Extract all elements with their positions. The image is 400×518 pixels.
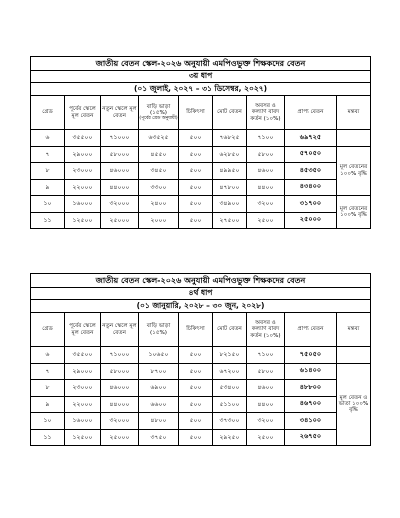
cell-grade: ৮ bbox=[31, 380, 65, 397]
cell-deduction: ৪৬০০ bbox=[247, 380, 285, 397]
header-house-rent bbox=[139, 96, 179, 130]
cell-new-basic: ৫৮০০০ bbox=[101, 146, 139, 163]
cell-receivable: ২৬৭৫০ bbox=[285, 429, 337, 446]
cell-receivable: ৬৯৭২৫ bbox=[285, 130, 337, 147]
cell-medical: ৫০০ bbox=[179, 347, 213, 364]
cell-total: ৮২১৫০ bbox=[213, 347, 247, 364]
cell-receivable: ৬১৪০০ bbox=[285, 363, 337, 380]
cell-deduction: ৪৪০০ bbox=[247, 179, 285, 196]
header-remarks: মন্তব্য bbox=[337, 313, 371, 347]
cell-house-rent: ৩৪৫০ bbox=[139, 163, 179, 180]
cell-deduction: ২৫০০ bbox=[247, 212, 285, 229]
cell-deduction: ৪৬০০ bbox=[247, 163, 285, 180]
cell-medical: ৫০০ bbox=[179, 429, 213, 446]
cell-remarks-empty bbox=[337, 347, 371, 364]
cell-new-basic: ৩২০০০ bbox=[101, 196, 139, 213]
cell-medical: ৫০০ bbox=[179, 413, 213, 430]
header-new-basic: নতুন স্কেলে মূল বেতন bbox=[101, 313, 139, 347]
cell-total: ২৯২৫০ bbox=[213, 429, 247, 446]
cell-grade: ৮ bbox=[31, 163, 65, 180]
header-grade: গ্রেড bbox=[31, 96, 65, 130]
table-row bbox=[31, 196, 371, 213]
header-deduction: অবসর ও কল্যাণ বাবদ কর্তন (১০%) bbox=[247, 96, 285, 130]
header-grade: গ্রেড bbox=[31, 313, 65, 347]
cell-receivable: ৫৭০৫০ bbox=[285, 146, 337, 163]
cell-receivable: ৪৫৩৫০ bbox=[285, 163, 337, 180]
cell-new-basic: ৩২০০০ bbox=[101, 413, 139, 430]
header-old-basic: পূর্বের স্কেলে মূল বেতন bbox=[65, 313, 101, 347]
cell-grade: ৬ bbox=[31, 347, 65, 364]
table-row bbox=[31, 380, 371, 397]
cell-deduction: ৭১০০ bbox=[247, 130, 285, 147]
header-remarks: মন্তব্য bbox=[337, 96, 371, 130]
cell-old-basic: ৩৫৫০০ bbox=[65, 130, 101, 147]
cell-medical: ৫০০ bbox=[179, 179, 213, 196]
cell-new-basic: ৫৮০০০ bbox=[101, 363, 139, 380]
cell-new-basic: ৭১০০০ bbox=[101, 130, 139, 147]
header-old-basic: পূর্বের স্কেলে মূল বেতন bbox=[65, 96, 101, 130]
cell-receivable: ৩৪১০০ bbox=[285, 413, 337, 430]
cell-new-basic: ৪৪০০০ bbox=[101, 179, 139, 196]
cell-house-rent: ২৪০০ bbox=[139, 196, 179, 213]
cell-new-basic: ৪৬০০০ bbox=[101, 163, 139, 180]
cell-deduction: ৪৪০০ bbox=[247, 396, 285, 413]
header-house-rent-label: বাড়ি ভাড়া (১৫%) bbox=[146, 103, 171, 116]
header-new-basic: নতুন স্কেলে মূল বেতন bbox=[101, 96, 139, 130]
cell-grade: ১১ bbox=[31, 429, 65, 446]
cell-grade: ৭ bbox=[31, 146, 65, 163]
table-row bbox=[31, 363, 371, 380]
header-medical: চিকিৎসা bbox=[179, 96, 213, 130]
cell-house-rent: ৮৭০০ bbox=[139, 363, 179, 380]
cell-medical: ৫০০ bbox=[179, 146, 213, 163]
cell-house-rent: ৪৫৫০ bbox=[139, 146, 179, 163]
cell-old-basic: ২৯০০০ bbox=[65, 363, 101, 380]
cell-medical: ৫০০ bbox=[179, 396, 213, 413]
cell-house-rent: ৩৩০০ bbox=[139, 179, 179, 196]
cell-old-basic: ১৬০০০ bbox=[65, 413, 101, 430]
cell-total: ৪৭৮০০ bbox=[213, 179, 247, 196]
table-row bbox=[31, 429, 371, 446]
cell-receivable: ৩১৭০০ bbox=[285, 196, 337, 213]
cell-deduction: ৩২০০ bbox=[247, 196, 285, 213]
cell-new-basic: ৭১০০০ bbox=[101, 347, 139, 364]
cell-deduction: ৩২০০ bbox=[247, 413, 285, 430]
cell-old-basic: ১২৫০০ bbox=[65, 429, 101, 446]
header-total: মোট বেতন bbox=[213, 313, 247, 347]
cell-grade: ৬ bbox=[31, 130, 65, 147]
cell-total: ৫৩৪০০ bbox=[213, 380, 247, 397]
cell-house-rent: ৬৬০০ bbox=[139, 396, 179, 413]
table-row bbox=[31, 396, 371, 413]
cell-old-basic: ১২৫০০ bbox=[65, 212, 101, 229]
cell-deduction: ২৫০০ bbox=[247, 429, 285, 446]
cell-grade: ৯ bbox=[31, 179, 65, 196]
cell-house-rent: ১০৬৫০ bbox=[139, 347, 179, 364]
cell-medical: ৫০০ bbox=[179, 163, 213, 180]
cell-total: ৫১১০০ bbox=[213, 396, 247, 413]
cell-old-basic: ২২০০০ bbox=[65, 396, 101, 413]
table-period: (০১ জানুয়ারি, ২০২৮ – ৩০ জুন, ২০২৮) bbox=[31, 300, 371, 313]
salary-table-phase-3 bbox=[30, 56, 370, 229]
cell-grade: ১১ bbox=[31, 212, 65, 229]
cell-old-basic: ২৩০০০ bbox=[65, 380, 101, 397]
table-title: জাতীয় বেতন স্কেল-২০২৬ অনুযায়ী এমপিওভুক্ত শিক্ষকদের বেতন bbox=[31, 57, 371, 71]
cell-grade: ৯ bbox=[31, 396, 65, 413]
cell-total: ৭৬৮২৫ bbox=[213, 130, 247, 147]
header-house-rent-note: (পূর্বের গ্রেড অনুযায়ী) bbox=[139, 116, 178, 122]
cell-deduction: ৭১০০ bbox=[247, 347, 285, 364]
header-receivable: প্রাপ্য বেতন bbox=[285, 96, 337, 130]
table-row bbox=[31, 163, 371, 180]
cell-old-basic: ২২০০০ bbox=[65, 179, 101, 196]
table-title: জাতীয় বেতন স্কেল-২০২৬ অনুযায়ী এমপিওভুক্ত শিক্ষকদের বেতন bbox=[31, 274, 371, 288]
cell-receivable: ৪৩৪০০ bbox=[285, 179, 337, 196]
cell-old-basic: ৩৫৫০০ bbox=[65, 347, 101, 364]
cell-remarks-empty bbox=[337, 130, 371, 147]
cell-new-basic: ৪৪০০০ bbox=[101, 396, 139, 413]
cell-remarks: মূল বেতনের ১০০% বৃদ্ধি bbox=[337, 196, 371, 229]
header-house-rent: বাড়ি ভাড়া (১৫%) bbox=[139, 313, 179, 347]
cell-total: ৩৭৩০০ bbox=[213, 413, 247, 430]
cell-old-basic: ২৩০০০ bbox=[65, 163, 101, 180]
header-total: মোট বেতন bbox=[213, 96, 247, 130]
table-row bbox=[31, 130, 371, 147]
header-receivable: প্রাপ্য বেতন bbox=[285, 313, 337, 347]
cell-medical: ৫০০ bbox=[179, 380, 213, 397]
cell-house-rent: ৩৭৫০ bbox=[139, 429, 179, 446]
cell-receivable: ৪৮৮০০ bbox=[285, 380, 337, 397]
cell-total: ৬২৮৫০ bbox=[213, 146, 247, 163]
cell-grade: ১০ bbox=[31, 196, 65, 213]
table-period: (০১ জুলাই, ২০২৭ – ৩১ ডিসেম্বর, ২০২৭) bbox=[31, 83, 371, 96]
cell-receivable: ৭৫০৫০ bbox=[285, 347, 337, 364]
table-phase: ৩য় ধাপ bbox=[31, 71, 371, 83]
cell-medical: ৫০০ bbox=[179, 212, 213, 229]
cell-deduction: ৫৮০০ bbox=[247, 146, 285, 163]
cell-total: ৩৪৯০০ bbox=[213, 196, 247, 213]
cell-medical: ৫০০ bbox=[179, 363, 213, 380]
cell-house-rent: ২০০০ bbox=[139, 212, 179, 229]
cell-new-basic: ২৫০০০ bbox=[101, 212, 139, 229]
cell-remarks: মূল বেতনের ১০০% বৃদ্ধি bbox=[337, 146, 371, 196]
cell-medical: ৫০০ bbox=[179, 196, 213, 213]
table-row bbox=[31, 212, 371, 229]
cell-house-rent: ৬৩৫২৫ bbox=[139, 130, 179, 147]
cell-old-basic: ২৯০০০ bbox=[65, 146, 101, 163]
table-row bbox=[31, 179, 371, 196]
cell-house-rent: ৬৯০০ bbox=[139, 380, 179, 397]
cell-deduction: ৫৮০০ bbox=[247, 363, 285, 380]
header-medical: চিকিৎসা bbox=[179, 313, 213, 347]
cell-receivable: ২৫০০০ bbox=[285, 212, 337, 229]
cell-house-rent: ৪৮০০ bbox=[139, 413, 179, 430]
table-row bbox=[31, 347, 371, 364]
cell-total: ২৭৫০০ bbox=[213, 212, 247, 229]
header-deduction: অবসর ও কল্যাণ বাবদ কর্তন (১০%) bbox=[247, 313, 285, 347]
salary-table-phase-4 bbox=[30, 273, 370, 446]
cell-total: ৬৭২০০ bbox=[213, 363, 247, 380]
table-row bbox=[31, 413, 371, 430]
cell-medical: ৫০০ bbox=[179, 130, 213, 147]
cell-grade: ১০ bbox=[31, 413, 65, 430]
cell-receivable: ৪৬৭০০ bbox=[285, 396, 337, 413]
cell-new-basic: ২৫০০০ bbox=[101, 429, 139, 446]
table-row bbox=[31, 146, 371, 163]
cell-new-basic: ৪৬০০০ bbox=[101, 380, 139, 397]
cell-total: ৪৯৯৫০ bbox=[213, 163, 247, 180]
cell-old-basic: ১৬০০০ bbox=[65, 196, 101, 213]
cell-remarks: মূল বেতন ও ভাতা ১০০% বৃদ্ধি bbox=[337, 363, 371, 446]
table-phase: ৪র্থ ধাপ bbox=[31, 288, 371, 300]
cell-grade: ৭ bbox=[31, 363, 65, 380]
